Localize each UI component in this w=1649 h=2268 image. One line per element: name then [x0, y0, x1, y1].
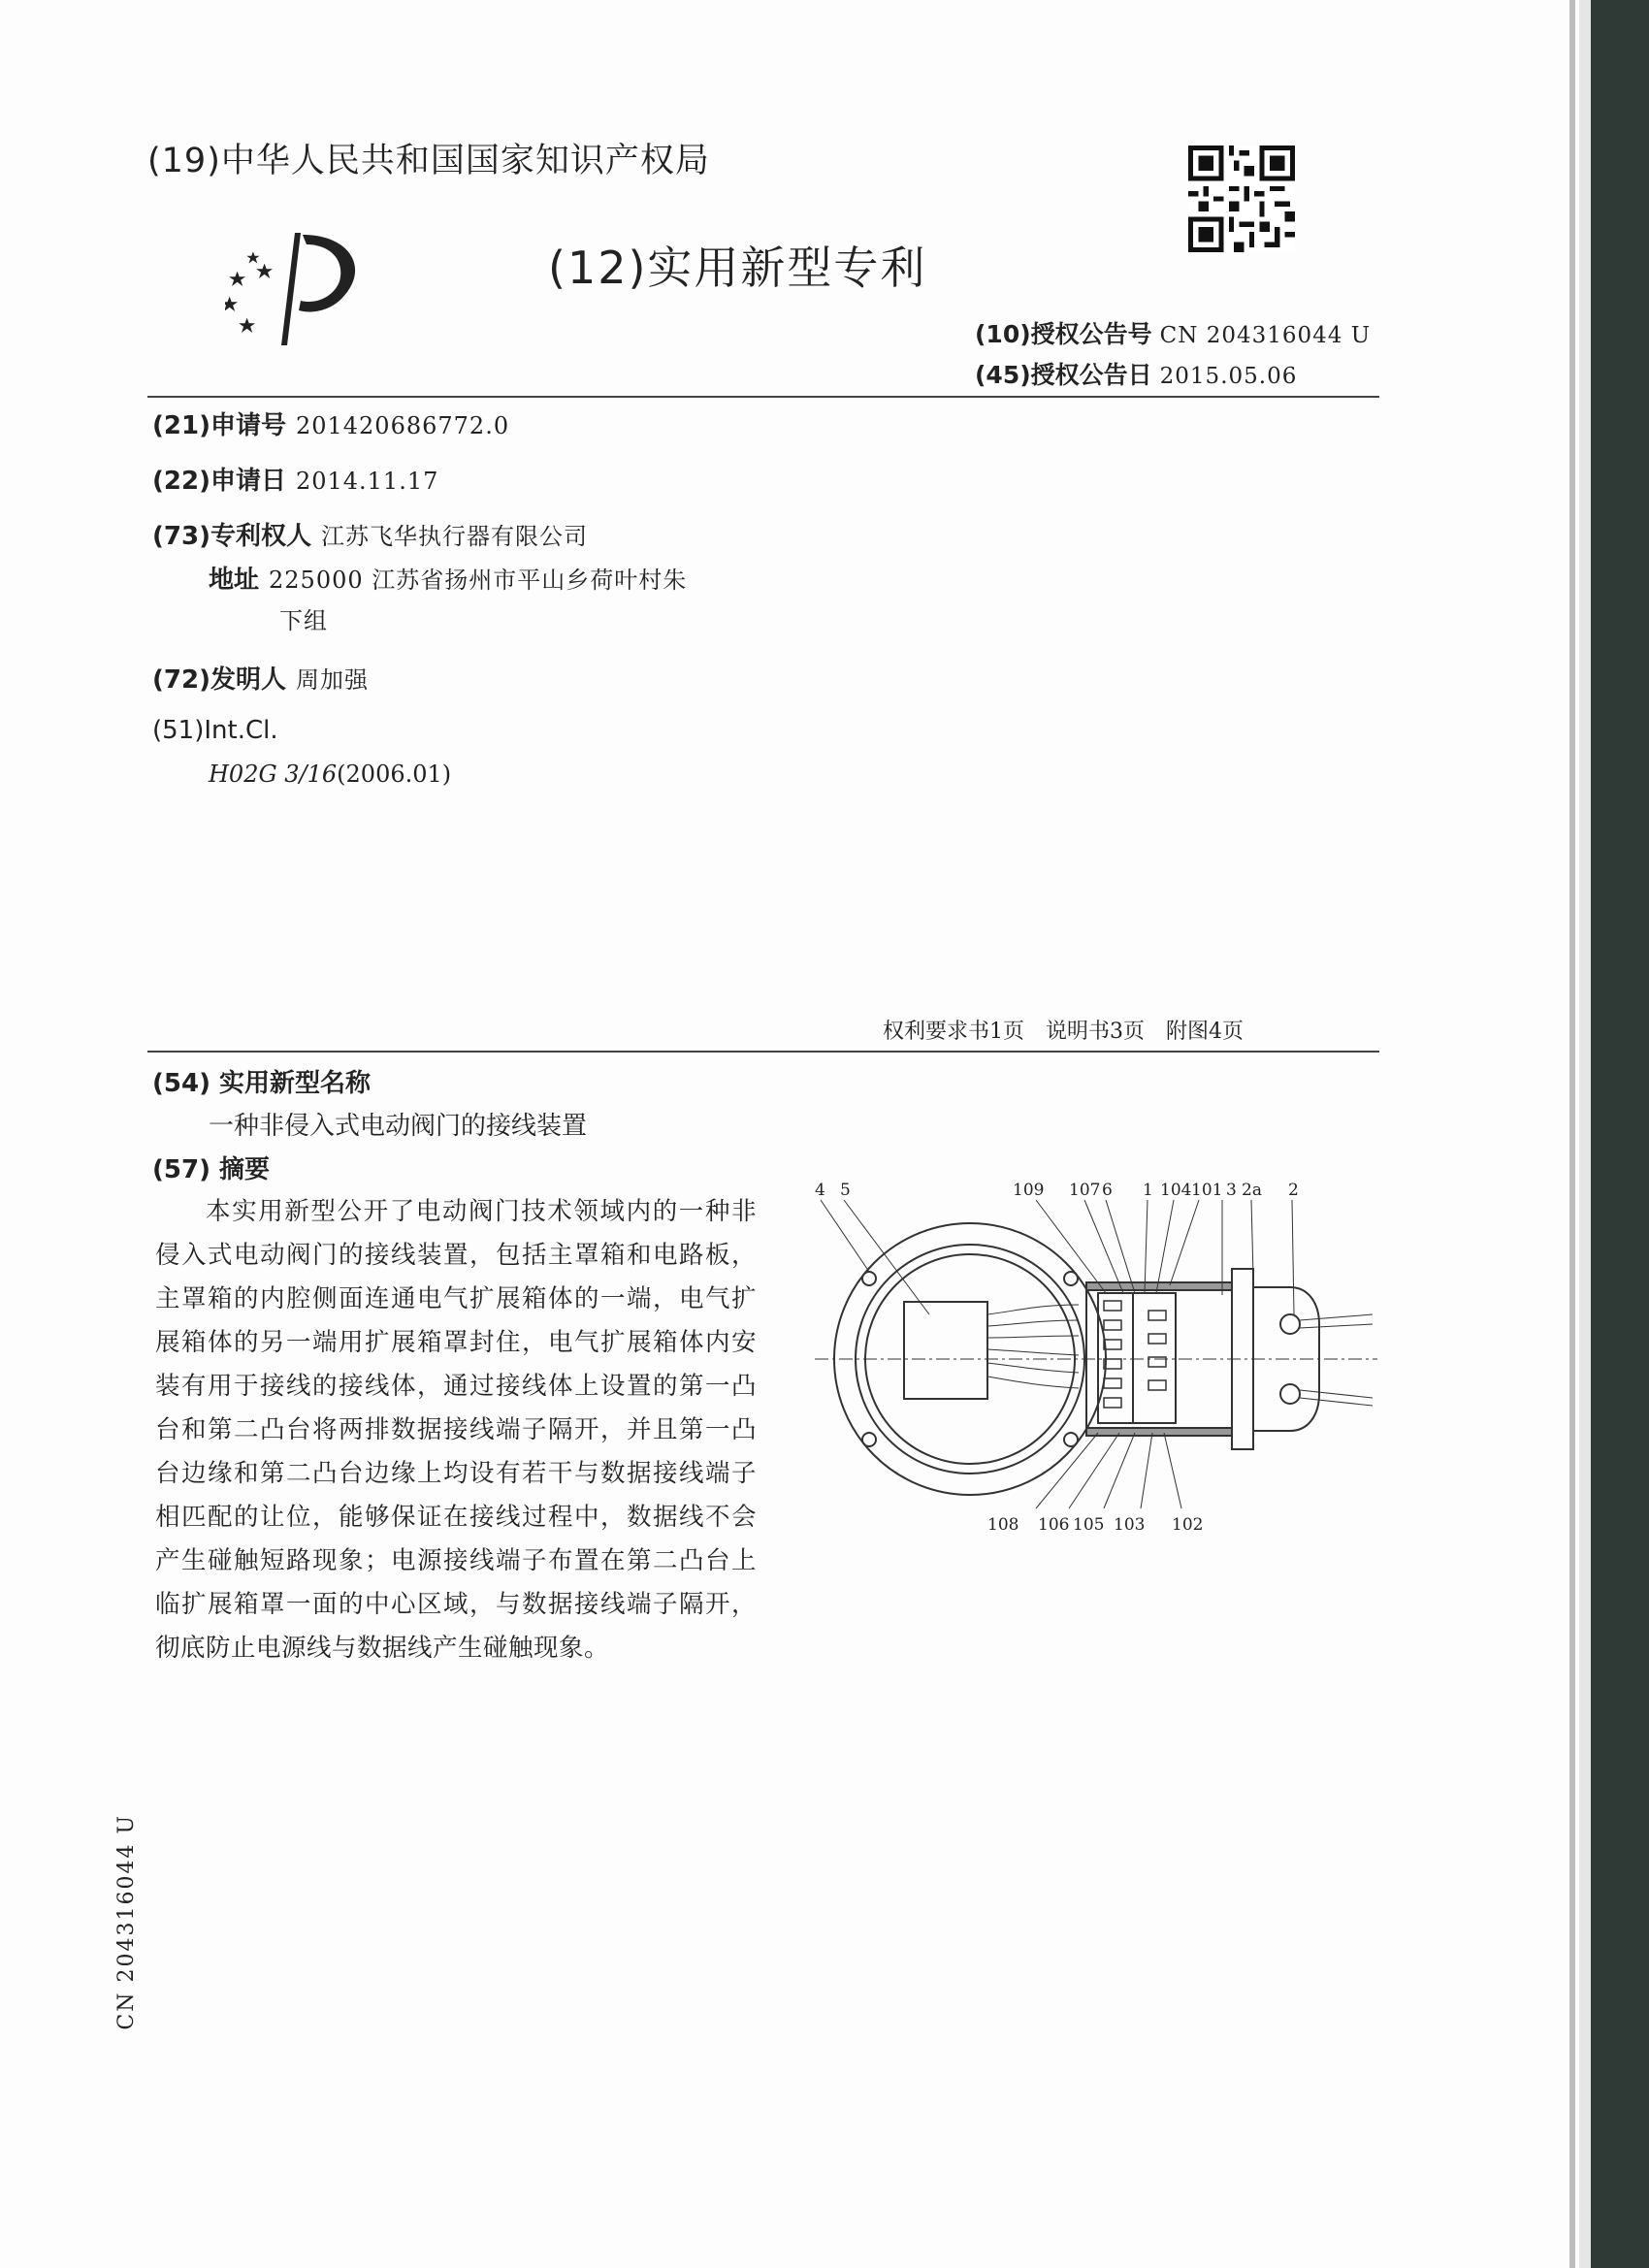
inventor-label: (72)发明人 [152, 665, 286, 695]
scan-edge [1579, 0, 1591, 2268]
claims-page-count: 权利要求书1页 [883, 1020, 1024, 1044]
publication-date-label: (45)授权公告日 [975, 361, 1152, 389]
bolt-hole-tr [1064, 1272, 1078, 1285]
label-1: 1 [1143, 1181, 1153, 1200]
label-2: 2 [1288, 1181, 1299, 1200]
cable-bottom [1300, 1390, 1373, 1406]
int-cl-row [152, 716, 278, 745]
label-107: 107 [1069, 1181, 1101, 1200]
title-label-row [152, 1063, 371, 1099]
publication-number: CN 204316044 U [1159, 323, 1372, 348]
label-101: 101 [1191, 1181, 1223, 1200]
terminal-block [1098, 1293, 1176, 1423]
label-103: 103 [1114, 1515, 1146, 1535]
cable-gland-top [1280, 1314, 1300, 1334]
body-divider [147, 1051, 1379, 1053]
utility-model-title: 一种非侵入式电动阀门的接线装置 [209, 1112, 588, 1141]
int-cl-code-row [209, 760, 451, 789]
patentee: 江苏飞华执行器有限公司 [320, 523, 588, 550]
label-108: 108 [987, 1515, 1019, 1535]
label-4: 4 [815, 1181, 825, 1200]
abstract-label: (57) 摘要 [152, 1155, 270, 1184]
label-109: 109 [1013, 1181, 1045, 1200]
label-106: 106 [1038, 1515, 1070, 1535]
publication-date-row [975, 356, 1297, 391]
address-row [209, 560, 687, 596]
scan-edge-line [1569, 0, 1575, 2268]
label-3: 3 [1226, 1181, 1237, 1200]
application-number: 201420686772.0 [295, 412, 510, 439]
cable-gland-bottom [1280, 1384, 1300, 1404]
cable-top [1300, 1314, 1373, 1328]
bolt-hole-bl [862, 1433, 876, 1446]
patentee-row [152, 516, 588, 552]
description-page-count: 说明书3页 [1046, 1020, 1145, 1044]
wires [987, 1305, 1079, 1388]
publication-number-label: (10)授权公告号 [975, 320, 1152, 348]
filing-date: 2014.11.17 [295, 468, 439, 495]
side-publication-code: CN 204316044 U [114, 1814, 139, 2030]
bolt-hole-br [1064, 1433, 1078, 1446]
address-line-2: 下组 [279, 607, 328, 634]
scan-border [1591, 0, 1649, 2268]
application-number-label: (21)申请号 [152, 411, 286, 440]
address-label: 地址 [209, 566, 260, 595]
expansion-box-wall-bottom [1086, 1428, 1232, 1436]
page-count-row [883, 1015, 1265, 1045]
address-line-1: 225000 江苏省扬州市平山乡荷叶村朱 [269, 567, 688, 594]
label-6: 6 [1102, 1181, 1113, 1200]
filing-date-row [152, 461, 438, 497]
abstract-label-row [152, 1150, 270, 1185]
label-5: 5 [840, 1181, 851, 1200]
inventor: 周加强 [295, 666, 369, 694]
drawings-page-count: 附图4页 [1166, 1020, 1244, 1044]
int-cl-code: H02G 3/16 [209, 761, 338, 788]
publication-number-row [975, 315, 1371, 350]
label-104: 104 [1160, 1181, 1192, 1200]
terminals [1104, 1301, 1166, 1408]
address-line-2-row [279, 601, 328, 635]
patentee-label: (73)专利权人 [152, 522, 311, 551]
header-divider [147, 396, 1379, 398]
abstract-text: 本实用新型公开了电动阀门技术领域内的一种非侵入式电动阀门的接线装置，包括主罩箱和电路板，主罩箱的内腔侧面连通电气扩展箱体的一端，电气扩展箱体的另一端用扩展箱罩封住，电气扩展箱体内安装有用于接线的接线体，通过接线体上设置的第一凸台和第二凸台将两排数据接线端子隔开，并且第一凸台边缘和第二凸台边缘上均设有若干与数据接线端子相匹配的让位，能够保证在接线过程中，数据线不会产生碰触短路现象；电源接线端子布置在第二凸台上临扩展箱罩一面的中心区域，与数据接线端子隔开，彻底防止电源线与数据线产生碰触现象。 [155, 1197, 757, 1663]
filing-date-label: (22)申请日 [152, 467, 286, 496]
publication-date: 2015.05.06 [1159, 364, 1298, 389]
label-2a: 2a [1242, 1181, 1262, 1200]
figure-labels [815, 1181, 1299, 1535]
int-cl-version: (2006.01) [337, 761, 452, 788]
application-number-row [152, 405, 509, 441]
office-name: (19)中华人民共和国国家知识产权局 [147, 142, 710, 180]
title-label: (54) 实用新型名称 [152, 1069, 371, 1098]
circuit-board [904, 1302, 987, 1399]
label-102: 102 [1172, 1515, 1204, 1535]
qr-code-icon [1188, 146, 1295, 252]
expansion-box-wall [1086, 1282, 1232, 1290]
cnipa-logo-icon [225, 231, 372, 349]
int-cl-label: (51)Int.Cl. [152, 716, 278, 745]
document-type: (12)实用新型专利 [548, 242, 927, 294]
bolt-hole-tl [862, 1272, 876, 1285]
inventor-row [152, 660, 369, 696]
label-105: 105 [1073, 1515, 1105, 1535]
technical-drawing [815, 1179, 1377, 1538]
